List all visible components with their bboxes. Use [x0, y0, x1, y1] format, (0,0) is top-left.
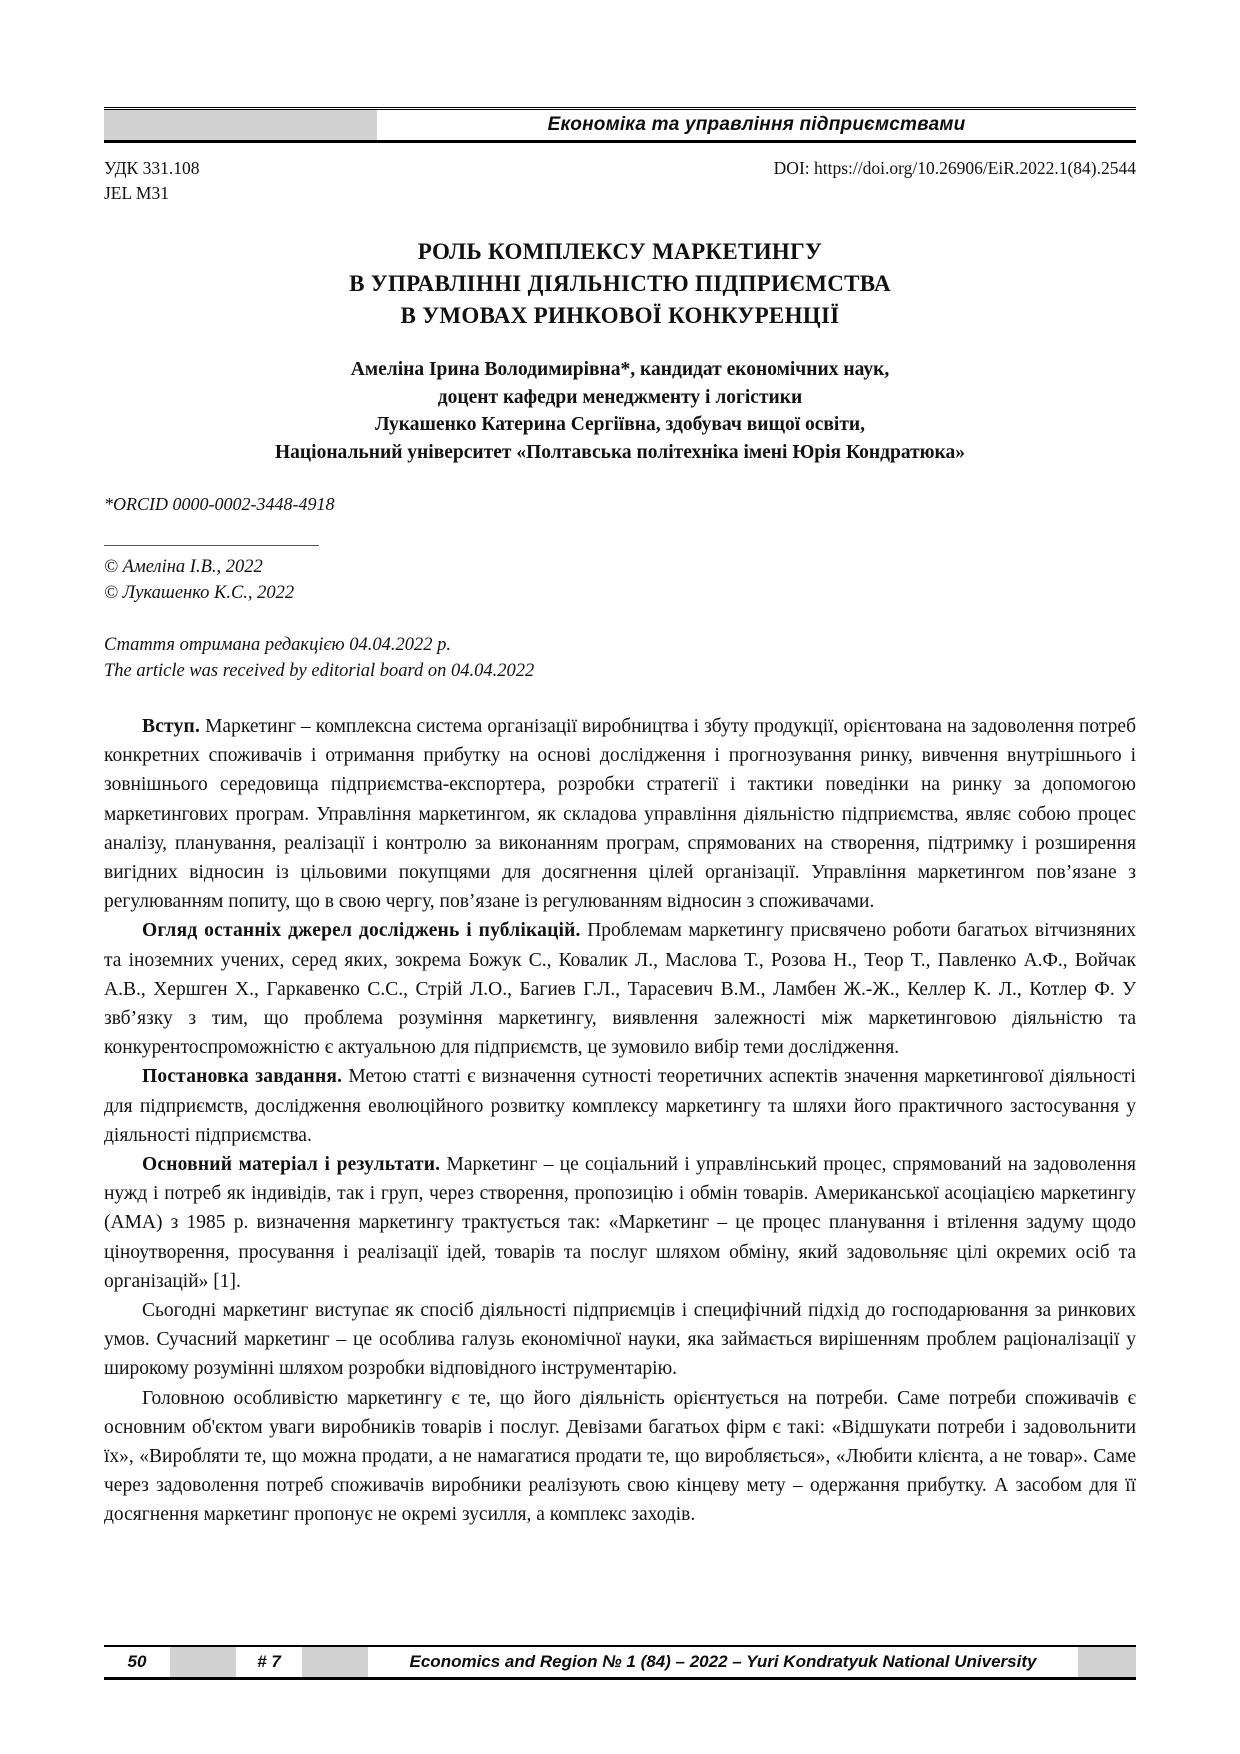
author-line: Амеліна Ірина Володимирівна*, кандидат економічних наук,: [350, 359, 890, 380]
article-paragraph: [104, 916, 1136, 1062]
author-line: Національний університет «Полтавська політехніка імені Юрія Кондратюка»: [275, 441, 965, 463]
jel-code: JEL M31: [104, 183, 169, 203]
received-line-uk: Стаття отримана редакцією 04.04.2022 р.: [104, 635, 451, 655]
article-meta: [104, 158, 1136, 204]
footer-gray-block: [302, 1647, 368, 1677]
paragraph-lead: Вступ.: [142, 716, 201, 737]
article-paragraph: [104, 1062, 1136, 1150]
author-line: Лукашенко Катерина Сергіївна, здобувач вищої освіти,: [374, 414, 866, 435]
article-title: [104, 236, 1136, 332]
paragraph-text: Метою статті є визначення сутності теоретичних аспектів значення маркетингової діяльності для підприємств, дослідження еволюційного розвитку комплексу маркетингу та шляхи його практичного застосування у діяльності підприємства.: [104, 1066, 1136, 1146]
article-paragraph: [104, 712, 1136, 916]
article-title-line: В УПРАВЛІННІ ДІЯЛЬНІСТЮ ПІДПРИЄМСТВА: [349, 271, 891, 296]
paragraph-text: Проблемам маркетингу присвячено роботи багатьох вітчизняних та іноземних учених, серед яких, зокрема Божук С., Ковалик Л., Маслова Т., Розова Н., Теор Т., Павленко А.Ф., Войчак А.В., Хершген Х., Гаркавенко С.С., Стрій Л.О., Багиев Г.Л., Тарасевич В.М., Ламбен Ж.-Ж., Келлер К. Л., Котлер Ф. У звб’язку з тим, що проблема розуміння маркетингу, виявлення залежності між маркетинговою діяльністю та конкурентоспроможністю є актуальною для підприємств, це зумовило вибір теми дослідження.: [104, 920, 1136, 1059]
article-paragraph: [104, 1296, 1136, 1384]
udc-code: УДК 331.108: [104, 158, 200, 178]
copyright-line: © Лукашенко К.С., 2022: [104, 583, 295, 603]
doi-link: DOI: https://doi.org/10.26906/EiR.2022.1(84).2544: [773, 158, 1136, 178]
article-body: [104, 712, 1136, 1530]
copyright-divider: [104, 545, 319, 546]
article-title-line: В УМОВАХ РИНКОВОЇ КОНКУРЕНЦІЇ: [400, 303, 840, 328]
paragraph-lead: Основний матеріал і результати.: [142, 1154, 441, 1176]
running-head: [104, 107, 1136, 143]
paragraph-text: Головною особливістю маркетингу є те, що його діяльність орієнтується на потреби. Саме потреби споживачів є основним об'єктом уваги виробників товарів і послуг. Девізами багатьох фірм є такі: «Відшукати потреби і задовольнити їх», «Виробляти те, що можна продати, а не намагатися продати те, що виробляється», «Любити клієнта, а не товар». Саме через задоволення потреб споживачів виробники реалізують свою кінцеву мету – одержання прибутку. А засобом для її досягнення маркетинг пропонує не окремі зусилля, а комплекс заходів.: [104, 1387, 1136, 1526]
page-number: 50: [127, 1652, 147, 1671]
journal-title-line: Economics and Region № 1 (84) – 2022 – Yuri Kondratyuk National University: [409, 1652, 1037, 1671]
article-paragraph: [104, 1384, 1136, 1530]
page-content: [104, 107, 1136, 1671]
issue-number: # 7: [257, 1652, 281, 1671]
paragraph-lead: Постановка завдання.: [142, 1066, 343, 1088]
author-line: доцент кафедри менеджменту і логістики: [437, 386, 803, 408]
paragraph-text: Маркетинг – комплексна система організації виробництва і збуту продукції, орієнтована на задоволення потреб конкретних споживачів і отримання прибутку на основі дослідження і прогнозування ринку, вивчення внутрішнього і зовнішнього середовища підприємства-експортера, розробки стратегії і тактики поведінки на ринку за допомогою маркетингових програм. Управління маркетингом, як складова управління діяльністю підприємства, являє собою процес аналізу, планування, реалізації і контролю за виконанням програм, спрямованих на створення, підтримку і розширення вигідних відносин із цільовими покупцями для досягнення цілей організації. Управління маркетингом пов’язане з регулюванням попиту, що в свою чергу, пов’язане із регулюванням відносин з споживачами.: [104, 716, 1136, 913]
section-title: Економіка та управління підприємствами: [547, 114, 966, 135]
page-footer: [104, 1645, 1136, 1680]
article-title-line: РОЛЬ КОМПЛЕКСУ МАРКЕТИНГУ: [417, 239, 823, 264]
received-block: [104, 632, 1136, 684]
paragraph-lead: Огляд останніх джерел досліджень і публікацій.: [142, 920, 581, 942]
running-head-gray-block: [104, 110, 377, 140]
article-paragraph: [104, 1150, 1136, 1296]
received-line-en: The article was received by editorial board on 04.04.2022: [104, 661, 535, 681]
footer-gray-block: [1078, 1647, 1136, 1677]
paragraph-text: Маркетинг – це соціальний і управлінський процес, спрямований на задоволення нужд і потреб як індивідів, так і груп, через створення, пропозицію і обмін товарів. Американської асоціацією маркетингу (АМА) з 1985 р. визначення маркетингу трактується так: «Маркетинг – це процес планування і втілення задуму щодо ціноутворення, просування і реалізації ідей, товарів та послуг шляхом обміну, який задовольняє цілі окремих осіб та організацій» [1].: [104, 1154, 1136, 1292]
footer-gray-block: [170, 1647, 236, 1677]
copyright-block: [104, 545, 1136, 606]
copyright-line: © Амеліна І.В., 2022: [104, 557, 263, 577]
orcid-id: *ORCID 0000-0002-3448-4918: [104, 494, 335, 514]
authors-block: [104, 356, 1136, 466]
paragraph-text: Сьогодні маркетинг виступає як спосіб діяльності підприємців і специфічний підхід до господарювання за ринкових умов. Сучасний маркетинг – це особлива галузь економічної науки, яка займається вирішенням проблем раціоналізації у широкому розумінні шляхом розробки відповідного інструментарію.: [104, 1300, 1136, 1380]
